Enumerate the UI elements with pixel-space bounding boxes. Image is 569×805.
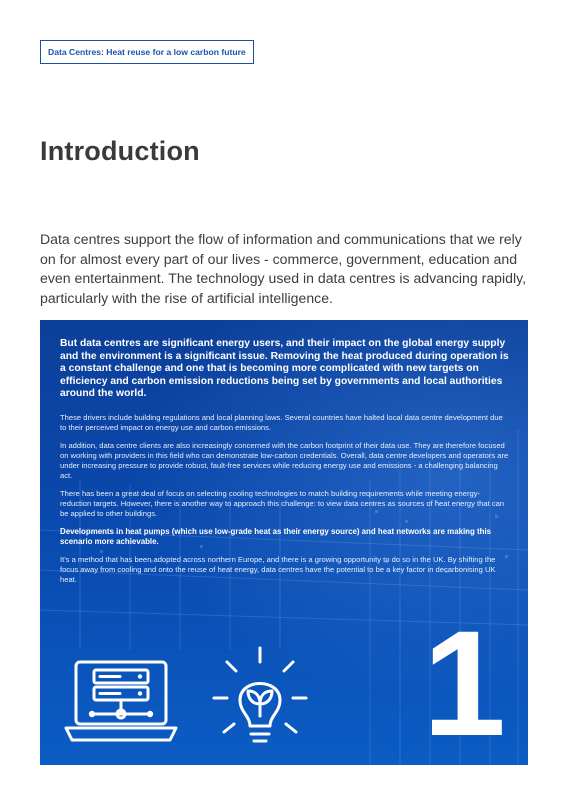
panel-paragraph-2: In addition, data centre clients are also increasingly concerned with the carbon footprint of their data use. They are therefore focused on working with providers in this field who can demonstrate low-carbon credentials. Overall, data centre developers and operators are under increasing pressure to provide robust, fault-free services while reducing energy use and emissions - a challenging balancing act. <box>60 440 509 480</box>
panel-closing-paragraph: It's a method that has been adopted across northern Europe, and there is a growing opportunity to do so in the UK. By shifting the focus away from cooling and onto the reuse of heat energy, data centres have the potential to be a key factor in decarbonising UK heat. <box>60 554 496 584</box>
page-title: Introduction <box>40 136 200 166</box>
panel-paragraph-3: There has been a great deal of focus on selecting cooling technologies to match building requirements while meeting energy-reduction targets. However, there is another way to approach this challenge: to view data centres as sources of heat energy that can be applied to other buildings. <box>60 488 505 518</box>
panel-lead: But data centres are significant energy users, and their impact on the global energy supply and the environment is a significant issue. Removing the heat produced during operation is a constant challenge and one that is becoming more complicated with new targets on efficiency and carbon emission reductions being set by governments and local authorities around the world. <box>60 338 509 400</box>
panel-bold-paragraph: Developments in heat pumps (which use low-grade heat as their energy source) and heat networks are making this scenario more achievable. <box>60 526 492 546</box>
feature-panel <box>40 320 528 765</box>
lightbulb-leaf-icon <box>200 640 320 756</box>
intro-paragraph: Data centres support the flow of information and communications that we rely on for almost every part of our lives - commerce, government, education and even entertainment. The technology used in data centres is advancing rapidly, particularly with the rise of artificial intelligence. <box>40 231 527 306</box>
panel-paragraph-1: These drivers include building regulations and local planning laws. Several countries have halted local data centre development due to their perceived impact on energy use and carbon emissions. <box>60 412 503 432</box>
document-header-tag: Data Centres: Heat reuse for a low carbon future <box>40 40 254 64</box>
server-laptop-icon <box>62 658 180 746</box>
panel-text <box>60 338 510 593</box>
chapter-number: 1 <box>422 599 506 765</box>
